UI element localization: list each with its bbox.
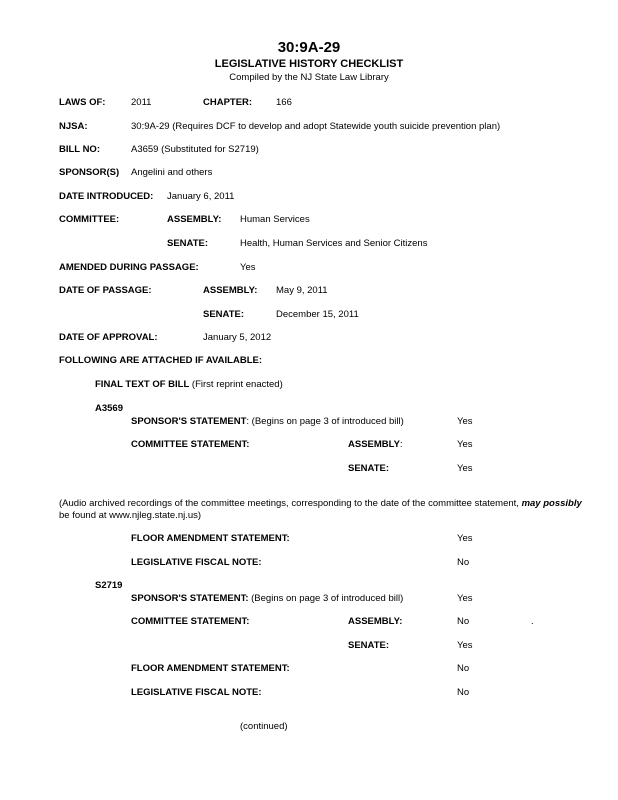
- passage-senate-value: December 15, 2011: [276, 309, 359, 320]
- stray-period-mark: .: [531, 616, 534, 627]
- committee-assembly-value: Human Services: [240, 214, 310, 225]
- final-text-note: (First reprint enacted): [189, 379, 283, 390]
- chapter-value: 166: [276, 97, 292, 108]
- bill-a-senate-value: Yes: [457, 463, 473, 474]
- bill-a-fiscal-label: LEGISLATIVE FISCAL NOTE:: [131, 557, 262, 568]
- bill-s-number: S2719: [95, 580, 123, 591]
- bill-s-fiscal-value: No: [457, 687, 470, 698]
- bill-s-fiscal-label: LEGISLATIVE FISCAL NOTE:: [131, 687, 262, 698]
- bill-no-label: BILL NO:: [59, 144, 100, 155]
- audio-note-emphasis: may possibly: [521, 498, 582, 509]
- bill-a-assembly-colon: :: [399, 439, 403, 450]
- bill-a-senate-label: SENATE:: [348, 463, 389, 474]
- bill-a-fiscal-value: No: [457, 557, 470, 568]
- bill-s-senate-label: SENATE:: [348, 640, 389, 651]
- statute-number: 30:9A-29: [277, 39, 341, 56]
- attached-heading: FOLLOWING ARE ATTACHED IF AVAILABLE:: [59, 355, 262, 366]
- committee-label: COMMITTEE:: [59, 214, 120, 225]
- laws-of-value: 2011: [131, 97, 152, 108]
- committee-senate-value: Health, Human Services and Senior Citizens: [240, 238, 428, 249]
- approval-value: January 5, 2012: [203, 332, 272, 343]
- bill-s-assembly-value: No: [457, 616, 470, 627]
- audio-note-line1: [59, 499, 582, 509]
- bill-s-sponsor-stmt-value: Yes: [457, 593, 473, 604]
- date-introduced-label: DATE INTRODUCED:: [59, 191, 154, 202]
- approval-label: DATE OF APPROVAL:: [59, 332, 158, 343]
- bill-a-sponsor-stmt-value: Yes: [457, 416, 473, 427]
- bill-s-sponsor-statement: [131, 594, 403, 604]
- laws-of-label: LAWS OF:: [59, 97, 106, 108]
- bill-a-floor-value: Yes: [457, 533, 473, 544]
- passage-assembly-value: May 9, 2011: [276, 285, 328, 296]
- bill-s-floor-value: No: [457, 663, 470, 674]
- final-text-label: FINAL TEXT OF BILL: [95, 379, 190, 390]
- njsa-value: 30:9A-29 (Requires DCF to develop and adopt Statewide youth suicide prevention plan): [131, 121, 501, 132]
- njsa-label: NJSA:: [59, 121, 88, 132]
- sponsors-value: Angelini and others: [131, 167, 213, 178]
- bill-no-value: A3659 (Substituted for S2719): [131, 144, 259, 155]
- bill-a-number: A3569: [95, 403, 123, 414]
- audio-note-line2: be found at www.njleg.state.nj.us): [59, 510, 202, 521]
- passage-assembly-label: ASSEMBLY:: [203, 285, 258, 296]
- passage-label: DATE OF PASSAGE:: [59, 285, 152, 296]
- bill-a-sponsor-stmt-note: : (Begins on page 3 of introduced bill): [246, 416, 404, 427]
- bill-a-assembly-value: Yes: [457, 439, 473, 450]
- bill-s-sponsor-stmt-note: (Begins on page 3 of introduced bill): [248, 593, 404, 604]
- bill-a-assembly-label: ASSEMBLY: [348, 439, 400, 450]
- sponsors-label: SPONSOR(S): [59, 167, 120, 178]
- amended-value: Yes: [240, 262, 256, 273]
- bill-a-floor-label: FLOOR AMENDMENT STATEMENT:: [131, 533, 290, 544]
- bill-a-assembly: [348, 440, 403, 450]
- passage-senate-label: SENATE:: [203, 309, 244, 320]
- bill-s-assembly-label: ASSEMBLY:: [348, 616, 403, 627]
- bill-s-floor-label: FLOOR AMENDMENT STATEMENT:: [131, 663, 290, 674]
- bill-a-committee-stmt-label: COMMITTEE STATEMENT:: [131, 439, 250, 450]
- continued-note: (continued): [240, 721, 288, 732]
- bill-a-sponsor-statement: [131, 417, 404, 427]
- date-introduced-value: January 6, 2011: [167, 191, 235, 202]
- committee-senate-label: SENATE:: [167, 238, 208, 249]
- bill-s-senate-value: Yes: [457, 640, 473, 651]
- bill-s-committee-stmt-label: COMMITTEE STATEMENT:: [131, 616, 250, 627]
- document-subtitle: Compiled by the NJ State Law Library: [229, 72, 389, 83]
- bill-a-sponsor-stmt-label: SPONSOR'S STATEMENT: [131, 416, 247, 427]
- committee-assembly-label: ASSEMBLY:: [167, 214, 222, 225]
- bill-s-sponsor-stmt-label: SPONSOR'S STATEMENT:: [131, 593, 249, 604]
- chapter-label: CHAPTER:: [203, 97, 253, 108]
- amended-label: AMENDED DURING PASSAGE:: [59, 262, 199, 273]
- audio-note-text: (Audio archived recordings of the committee meetings, corresponding to the date of the committee statement,: [59, 498, 522, 509]
- document-title: LEGISLATIVE HISTORY CHECKLIST: [214, 58, 404, 70]
- final-text-line: [95, 380, 283, 390]
